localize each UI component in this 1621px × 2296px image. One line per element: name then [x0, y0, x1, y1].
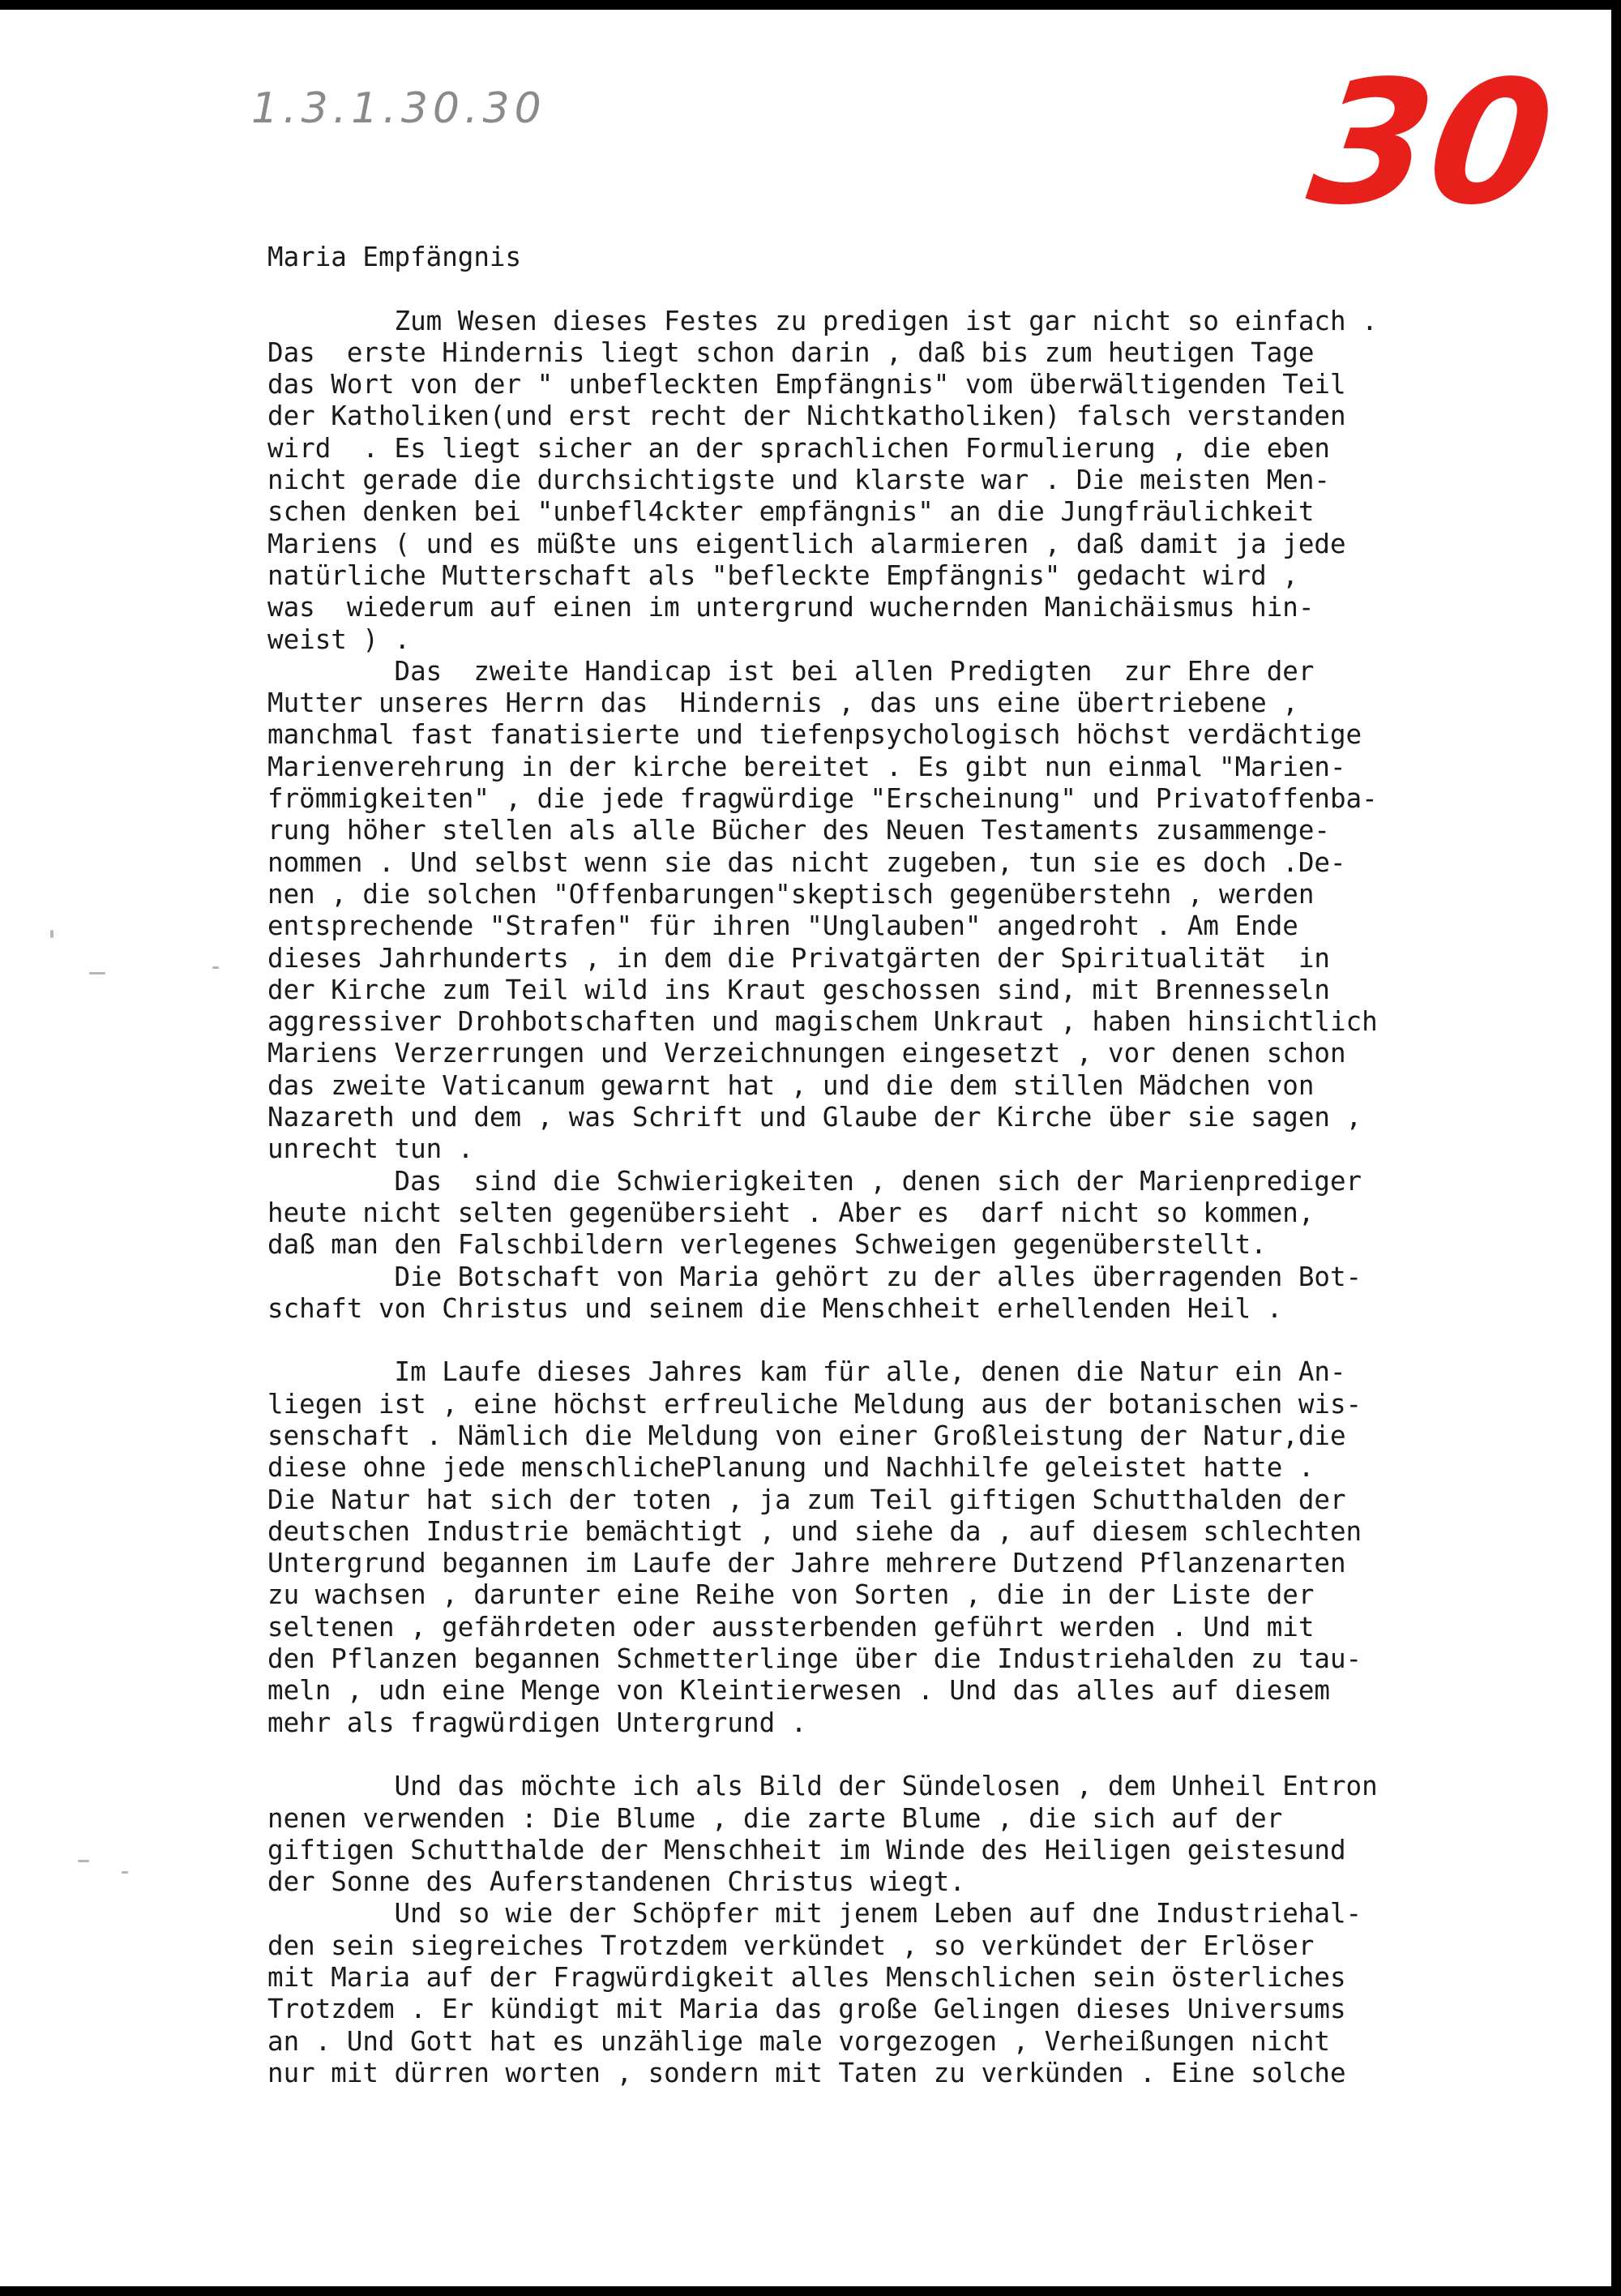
text-line: senschaft . Nämlich die Meldung von einer Großleistung der Natur,die	[267, 1420, 1346, 1451]
text-line: Das zweite Handicap ist bei allen Predigten zur Ehre der	[267, 655, 1315, 687]
text-line: schaft von Christus und seinem die Menschheit erhellenden Heil .	[267, 1292, 1283, 1324]
text-line: mit Maria auf der Fragwürdigkeit alles Menschlichen sein österliches	[267, 1962, 1346, 1994]
body-text	[267, 306, 1603, 2090]
text-line: dieses Jahrhunderts , in dem die Privatgärten der Spiritualität in	[267, 942, 1330, 974]
typewritten-page	[0, 10, 1611, 2286]
text-line: Das sind die Schwierigkeiten , denen sich der Marienprediger	[267, 1165, 1362, 1197]
margin-mark	[122, 1871, 128, 1874]
text-line: was wiederum auf einen im untergrund wuchernden Manichäismus hin-	[267, 592, 1315, 623]
text-line: manchmal fast fanatisierte und tiefenpsychologisch höchst verdächtige	[267, 719, 1362, 751]
blank-line	[267, 1739, 1603, 1771]
text-line: Mutter unseres Herrn das Hindernis , das uns eine übertriebene ,	[267, 688, 1298, 719]
text-line: unrecht tun .	[267, 1133, 474, 1165]
text-line: entsprechende "Strafen" für ihren "Unglauben" angedroht . Am Ende	[267, 910, 1298, 942]
text-line: wird . Es liegt sicher an der sprachlichen Formulierung , die eben	[267, 432, 1330, 464]
text-line: heute nicht selten gegenübersieht . Aber es darf nicht so kommen,	[267, 1197, 1315, 1228]
text-line: Untergrund begannen im Laufe der Jahre mehrere Dutzend Pflanzenarten	[267, 1548, 1346, 1579]
text-line: deutschen Industrie bemächtigt , und siehe da , auf diesem schlechten	[267, 1515, 1362, 1547]
text-line: Mariens ( und es müßte uns eigentlich alarmieren , daß damit ja jede	[267, 528, 1346, 559]
page-number: 30	[1298, 44, 1564, 242]
text-line: mehr als fragwürdigen Untergrund .	[267, 1707, 807, 1738]
text-line: aggressiver Drohbotschaften und magischem Unkraut , haben hinsichtlich	[267, 1006, 1378, 1038]
text-line: den sein siegreiches Trotzdem verkündet , so verkündet der Erlöser	[267, 1930, 1315, 1961]
text-line: Trotzdem . Er kündigt mit Maria das große Gelingen dieses Universums	[267, 1994, 1346, 2025]
text-line: Und das möchte ich als Bild der Sündelosen , dem Unheil Entron	[267, 1771, 1378, 1802]
text-line: Nazareth und dem , was Schrift und Glaube der Kirche über sie sagen ,	[267, 1102, 1362, 1133]
text-line: Mariens Verzerrungen und Verzeichnungen eingesetzt , vor denen schon	[267, 1038, 1346, 1069]
archive-number: 1.3.1.30.30	[251, 84, 546, 133]
text-line: nicht gerade die durchsichtigste und klarste war . Die meisten Men-	[267, 465, 1330, 496]
text-line: seltenen , gefährdeten oder aussterbenden geführt werden . Und mit	[267, 1611, 1315, 1643]
text-line: weist ) .	[267, 623, 411, 655]
text-line: Das erste Hindernis liegt schon darin , daß bis zum heutigen Tage	[267, 336, 1315, 368]
text-line: den Pflanzen begannen Schmetterlinge über die Industriehalden zu tau-	[267, 1643, 1362, 1675]
blank-line	[267, 1325, 1603, 1356]
text-line: das zweite Vaticanum gewarnt hat , und die dem stillen Mädchen von	[267, 1069, 1315, 1101]
text-line: nen , die solchen "Offenbarungen"skeptisch gegenüberstehn , werden	[267, 878, 1315, 910]
text-line: nommen . Und selbst wenn sie das nicht zugeben, tun sie es doch .De-	[267, 846, 1346, 878]
text-line: das Wort von der " unbefleckten Empfängnis" vom überwältigenden Teil	[267, 369, 1346, 401]
text-line: nur mit dürren worten , sondern mit Taten zu verkünden . Eine solche	[267, 2057, 1346, 2088]
text-line: Und so wie der Schöpfer mit jenem Leben auf dne Industriehal-	[267, 1898, 1362, 1930]
text-line: diese ohne jede menschlichePlanung und Nachhilfe geleistet hatte .	[267, 1452, 1315, 1484]
typescript-text	[267, 242, 1603, 2089]
document-title: Maria Empfängnis	[267, 242, 522, 272]
margin-mark	[212, 966, 219, 969]
margin-mark	[50, 930, 53, 938]
text-line: der Sonne des Auferstandenen Christus wiegt.	[267, 1866, 965, 1898]
text-line: Marienverehrung in der kirche bereitet . Es gibt nun einmal "Marien-	[267, 751, 1346, 782]
text-line: Im Laufe dieses Jahres kam für alle, denen die Natur ein An-	[267, 1356, 1346, 1388]
text-line: zu wachsen , darunter eine Reihe von Sorten , die in der Liste der	[267, 1579, 1315, 1611]
margin-mark	[78, 1860, 89, 1862]
margin-mark	[89, 972, 105, 975]
text-line: der Katholiken(und erst recht der Nichtkatholiken) falsch verstanden	[267, 401, 1346, 432]
text-line: Zum Wesen dieses Festes zu predigen ist gar nicht so einfach .	[267, 305, 1378, 336]
text-line: Die Natur hat sich der toten , ja zum Teil giftigen Schutthalden der	[267, 1484, 1346, 1515]
text-line: schen denken bei "unbefl4ckter empfängnis" an die Jungfräulichkeit	[267, 496, 1315, 528]
text-line: frömmigkeiten" , die jede fragwürdige "Erscheinung" und Privatoffenba-	[267, 783, 1378, 815]
text-line: natürliche Mutterschaft als "befleckte Empfängnis" gedacht wird ,	[267, 559, 1298, 591]
text-line: rung höher stellen als alle Bücher des Neuen Testaments zusammenge-	[267, 815, 1330, 846]
text-line: Die Botschaft von Maria gehört zu der alles überragenden Bot-	[267, 1261, 1362, 1292]
text-line: an . Und Gott hat es unzählige male vorgezogen , Verheißungen nicht	[267, 2025, 1330, 2057]
text-line: daß man den Falschbildern verlegenes Schweigen gegenüberstellt.	[267, 1229, 1267, 1261]
text-line: nenen verwenden : Die Blume , die zarte Blume , die sich auf der	[267, 1802, 1283, 1834]
text-line: meln , udn eine Menge von Kleintierwesen . Und das alles auf diesem	[267, 1675, 1330, 1707]
text-line: giftigen Schutthalde der Menschheit im Winde des Heiligen geistesund	[267, 1834, 1346, 1866]
text-line: liegen ist , eine höchst erfreuliche Meldung aus der botanischen wis-	[267, 1388, 1362, 1420]
text-line: der Kirche zum Teil wild ins Kraut geschossen sind, mit Brennesseln	[267, 974, 1330, 1005]
